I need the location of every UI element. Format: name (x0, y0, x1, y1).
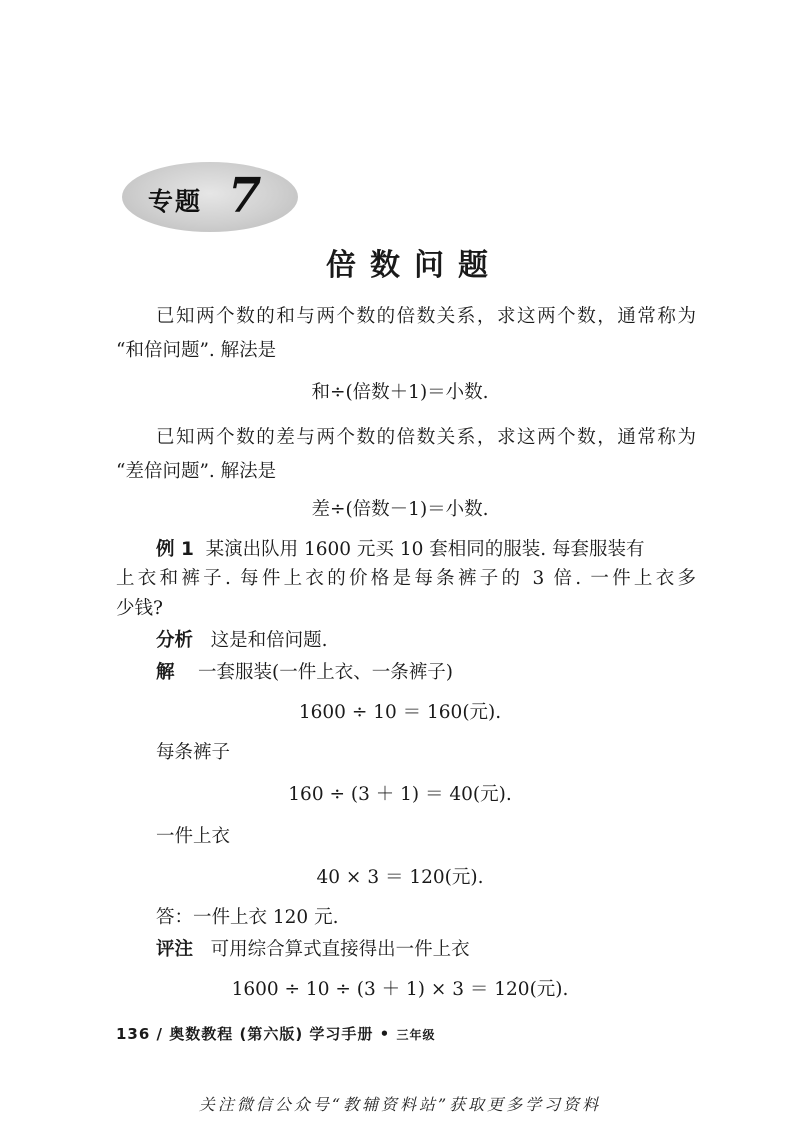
intro-p2-line1: 已知两个数的差与两个数的倍数关系，求这两个数，通常称为 (156, 427, 696, 448)
grade-label: 三年级 (396, 1028, 436, 1042)
page-title: 倍数问题 (326, 248, 502, 283)
solution-line (156, 661, 736, 685)
comment-line (156, 938, 736, 962)
intro-formula1: 和÷(倍数＋1)＝小数. (311, 382, 489, 403)
solution-text: 一套服装(一件上衣、一条裤子) (198, 662, 453, 683)
intro-formula2: 差÷(倍数－1)＝小数. (311, 499, 489, 520)
chapter-number: 7 (228, 168, 262, 224)
solution-step3: 一件上衣 (156, 826, 231, 847)
analysis-text: 这是和倍问题. (210, 630, 328, 651)
chapter-label: 专题 (148, 187, 203, 216)
comment-label: 评注 (156, 939, 194, 960)
example-line1 (156, 538, 736, 562)
comment-eq: 1600 ÷ 10 ÷ (3 ＋ 1) × 3 ＝ 120(元). (231, 979, 569, 1000)
solution-label: 解 (156, 662, 175, 683)
example-text-1: 某演出队用 1600 元买 10 套相同的服装. 每套服装有 (205, 539, 645, 560)
example-line2: 上衣和裤子. 每件上衣的价格是每条裤子的 3 倍. 一件上衣多 (116, 568, 696, 589)
analysis-label: 分析 (156, 630, 194, 651)
example-line3: 少钱? (116, 598, 163, 619)
intro-p1-line2: “和倍问题”. 解法是 (116, 340, 277, 361)
comment-text: 可用综合算式直接得出一件上衣 (210, 939, 470, 960)
solution-answer: 答：一件上衣 120 元. (156, 907, 339, 928)
chapter-badge (122, 162, 298, 232)
example-label: 例 1 (156, 539, 194, 560)
book-title: / 奥数教程 (第六版) 学习手册 • (156, 1025, 391, 1043)
page-footer (116, 1023, 435, 1044)
solution-eq3: 40 × 3 ＝ 120(元). (316, 867, 484, 888)
intro-p2-line2: “差倍问题”. 解法是 (116, 461, 277, 482)
analysis-line (156, 629, 736, 653)
watermark-text: 关注微信公众号“教辅资料站”获取更多学习资料 (198, 1095, 602, 1114)
solution-eq1: 1600 ÷ 10 ＝ 160(元). (298, 702, 502, 723)
solution-eq2: 160 ÷ (3 ＋ 1) ＝ 40(元). (288, 784, 512, 805)
solution-step2: 每条裤子 (156, 742, 231, 763)
intro-p1-line1: 已知两个数的和与两个数的倍数关系，求这两个数，通常称为 (156, 306, 696, 327)
page-number: 136 (116, 1025, 151, 1043)
